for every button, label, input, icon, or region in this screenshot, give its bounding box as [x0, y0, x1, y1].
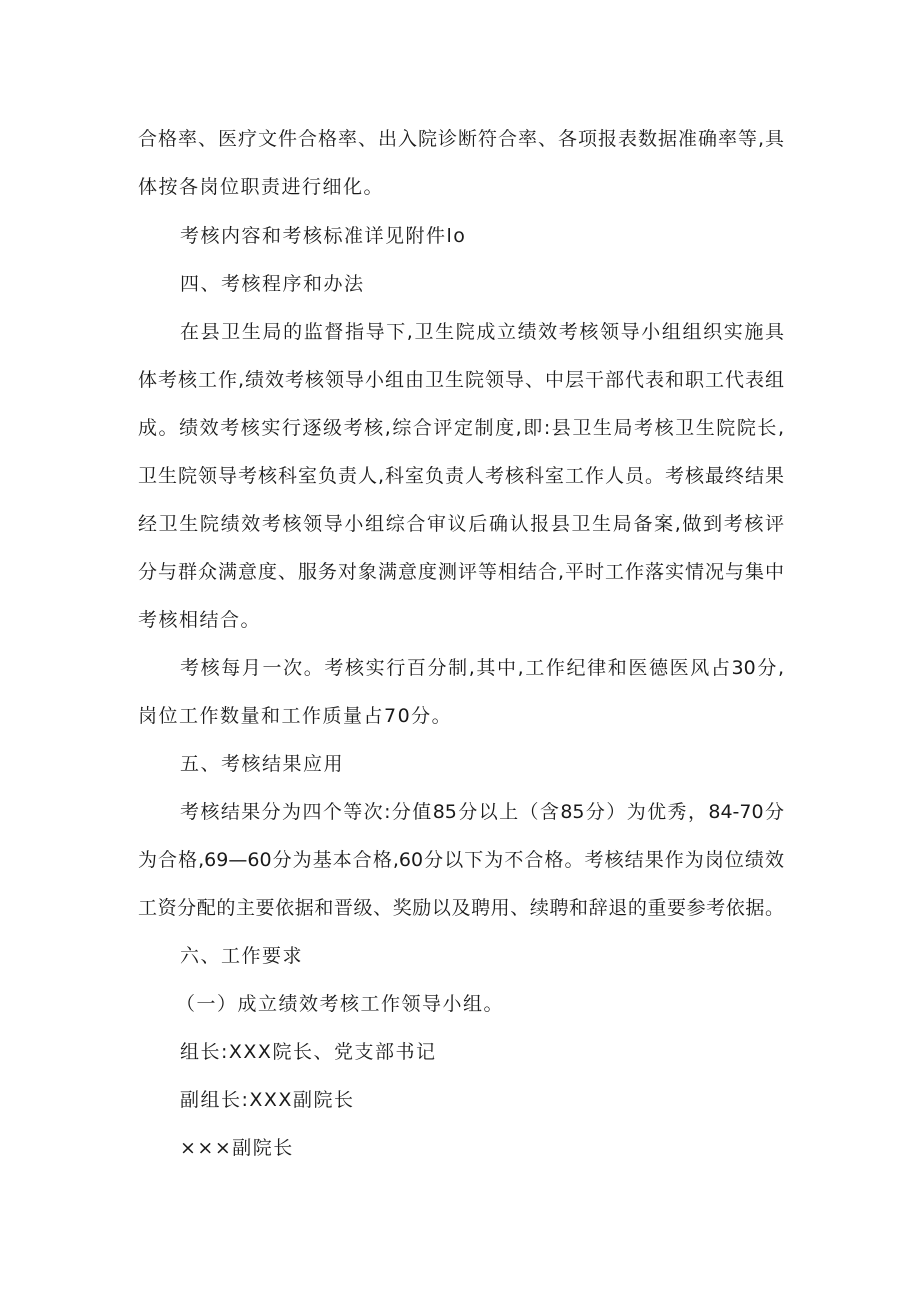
- text-line-11: 考核相结合。: [138, 609, 262, 631]
- group-leader-line: 组长:XXX院长、党支部书记: [180, 1041, 437, 1063]
- text-line-8: 卫生院领导考核科室负责人,科室负责人考核科室工作人员。考核最终结果: [138, 465, 784, 487]
- section-heading-5: 五、考核结果应用: [180, 753, 345, 775]
- text-line-2: 体按各岗位职责进行细化。: [138, 176, 385, 198]
- subsection-heading-1: （一）成立绩效考核工作领导小组。: [176, 993, 505, 1015]
- text-line-17: 工资分配的主要依据和晋级、奖励以及聘用、续聘和辞退的重要参考依据。: [138, 897, 784, 919]
- text-line-7: 成。绩效考核实行逐级考核,综合评定制度,即:县卫生局考核卫生院院长,: [138, 417, 784, 439]
- section-heading-4: 四、考核程序和办法: [180, 273, 365, 295]
- deputy-leader-line: 副组长:XXX副院长: [180, 1089, 355, 1111]
- section-heading-6: 六、工作要求: [180, 945, 304, 967]
- text-line-16: 为合格,69—60分为基本合格,60分以下为不合格。考核结果作为岗位绩效: [138, 849, 784, 871]
- text-line-13: 岗位工作数量和工作质量占70分。: [138, 705, 453, 727]
- text-line-10: 分与群众满意度、服务对象满意度测评等相结合,平时工作落实情况与集中: [138, 561, 784, 583]
- text-line-3: 考核内容和考核标准详见附件lo: [180, 225, 467, 247]
- text-line-15: 考核结果分为四个等次:分值85分以上（含85分）为优秀，84-70分: [180, 801, 784, 823]
- text-line-12: 考核每月一次。考核实行百分制,其中,工作纪律和医德医风占30分,: [180, 657, 784, 679]
- text-line-9: 经卫生院绩效考核领导小组综合审议后确认报县卫生局备案,做到考核评: [138, 513, 784, 535]
- text-line-6: 体考核工作,绩效考核领导小组由卫生院领导、中层干部代表和职工代表组: [138, 369, 784, 391]
- text-line-5: 在县卫生局的监督指导下,卫生院成立绩效考核领导小组组织实施具: [180, 321, 784, 343]
- deputy-leader-line-2: ×××副院长: [180, 1137, 294, 1159]
- text-line-1: 合格率、医疗文件合格率、出入院诊断符合率、各项报表数据准确率等,具: [138, 128, 784, 150]
